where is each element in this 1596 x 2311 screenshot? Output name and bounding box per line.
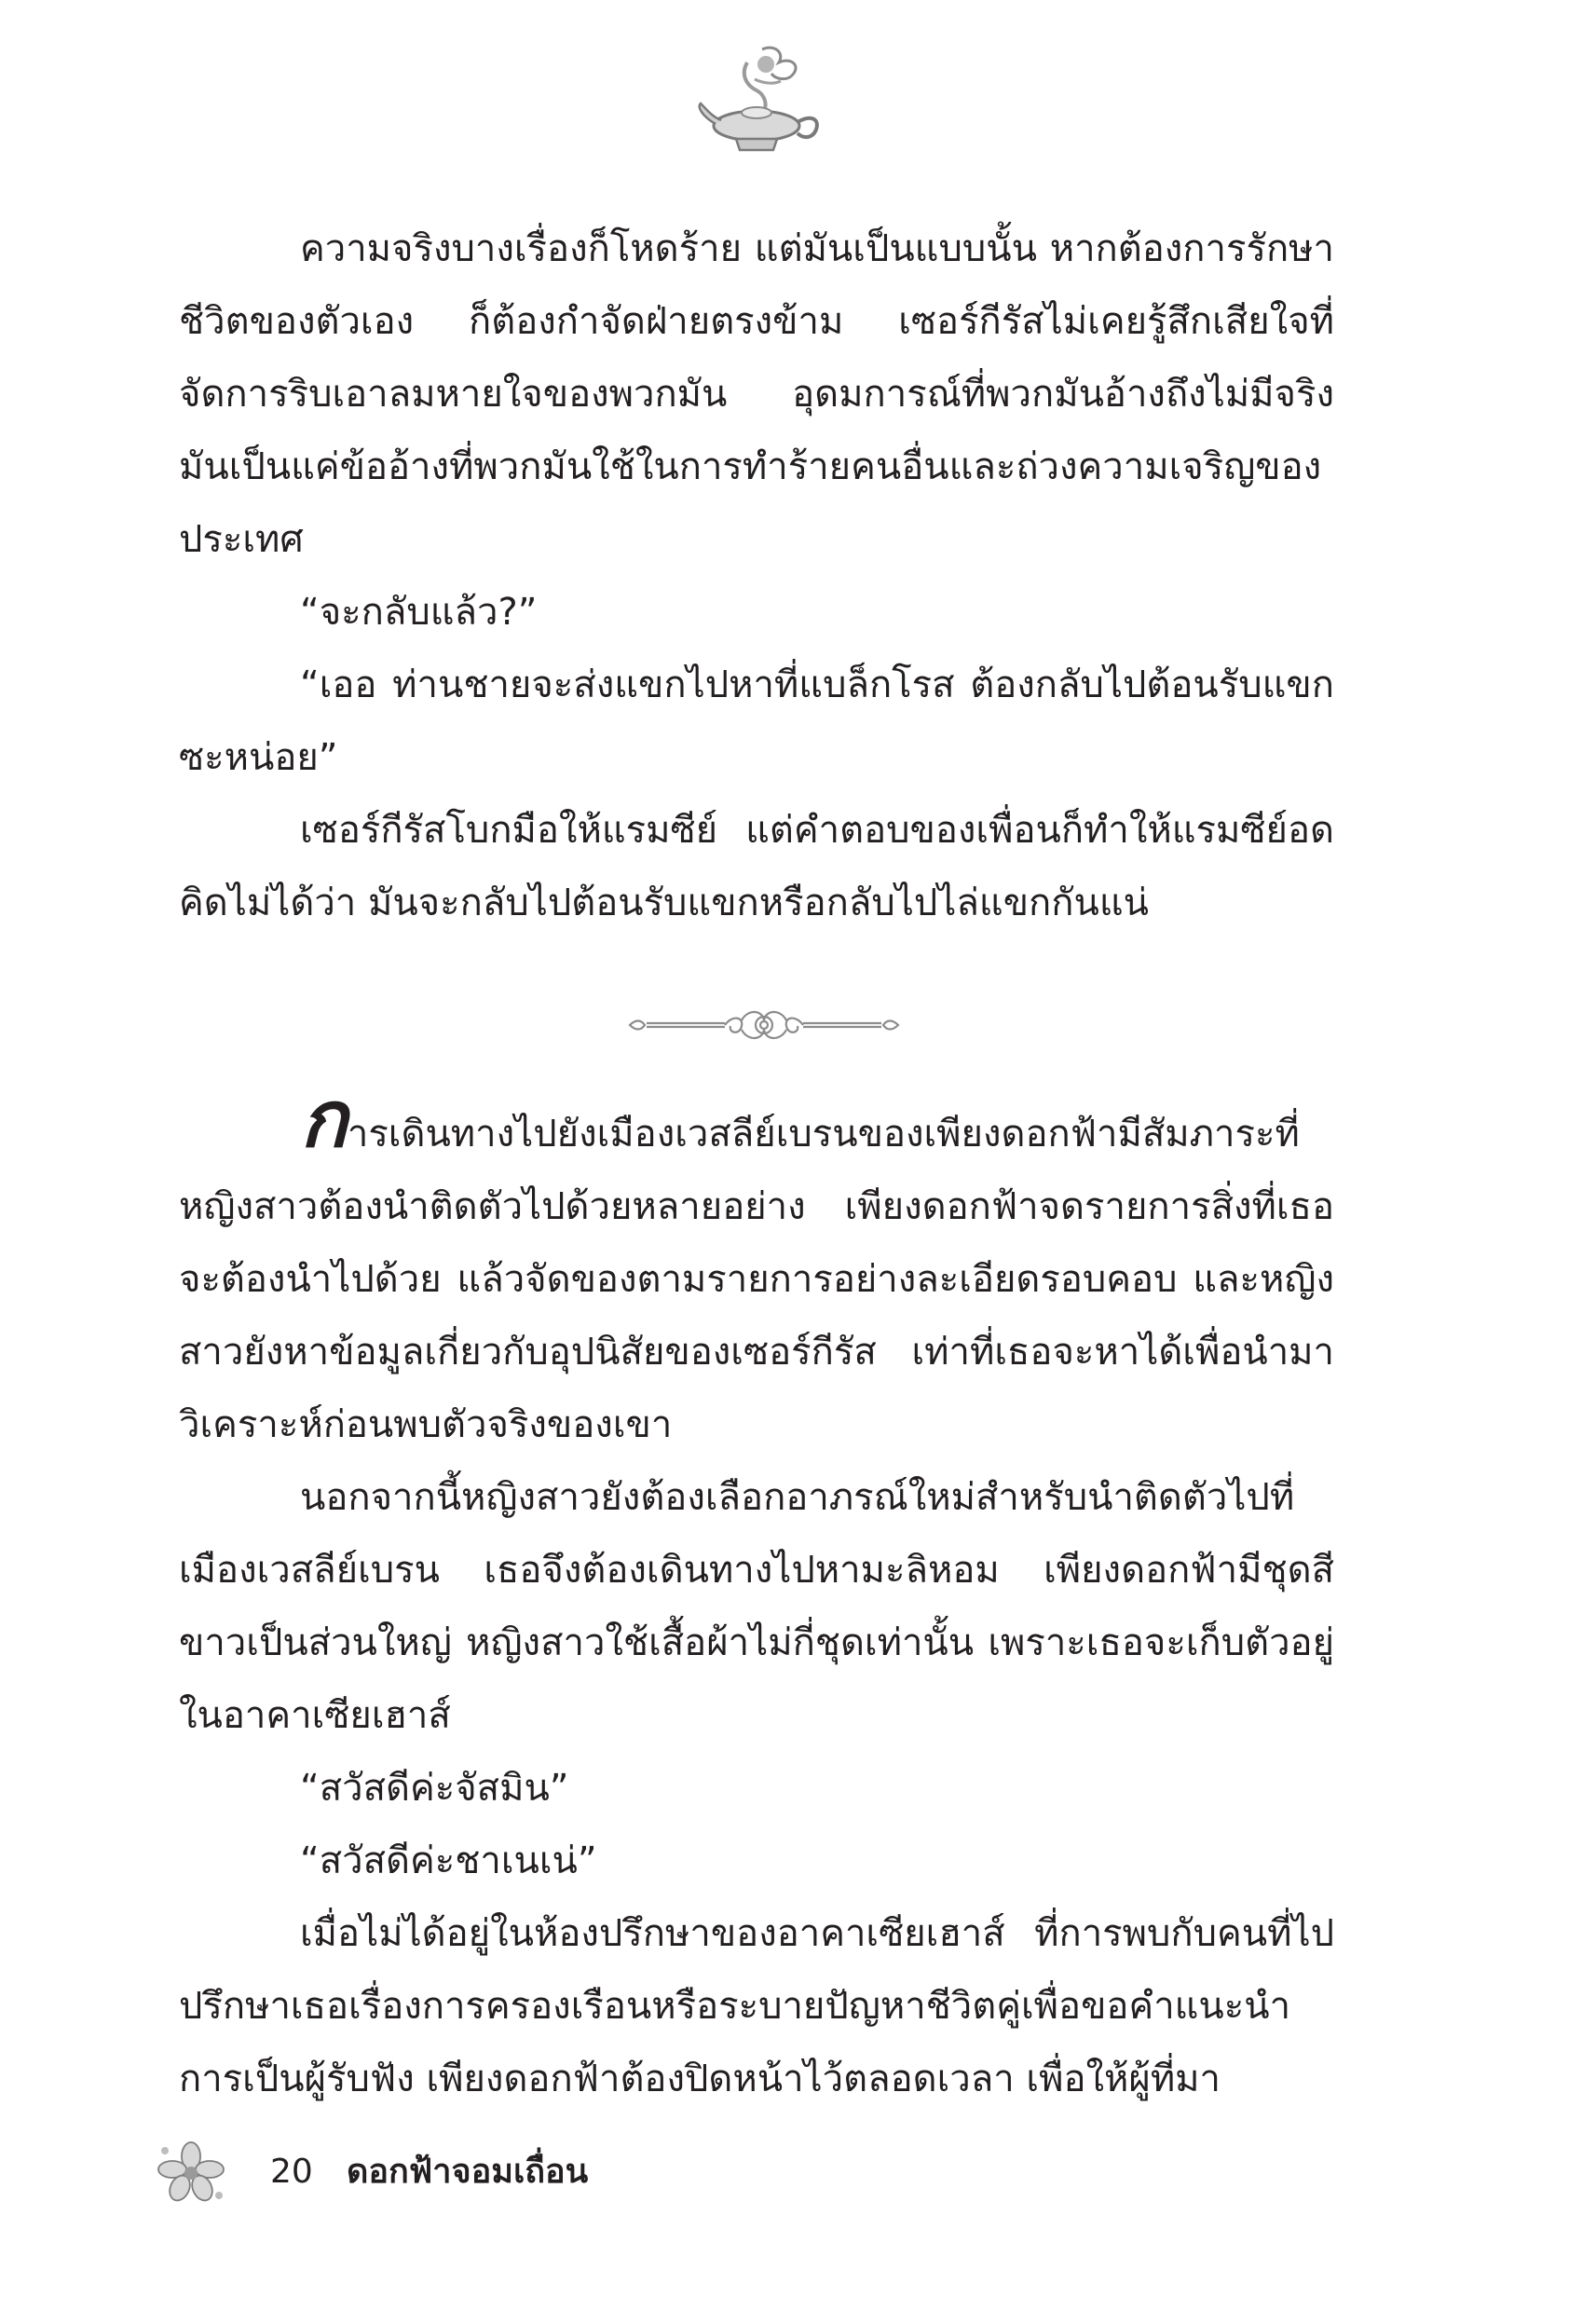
dialogue-line: “สวัสดีค่ะจัสมิน” [300, 1767, 569, 1810]
paragraph-with-drop-cap [179, 1073, 1334, 1461]
dialogue-line: “จะกลับแล้ว?” [300, 591, 538, 634]
genie-lamp-icon [689, 42, 829, 163]
page-footer [154, 2140, 806, 2205]
paragraph-text: ารเดินทางไปยังเมืองเวสลีย์เบรนของเพียงดอกฟ้ามีสัมภาระที่หญิงสาวต้องนำติดตัวไปด้วยหลายอย่าง เพียงดอกฟ้าจดรายการสิ่งที่เธอจะต้องนำไปด้วย แล้วจัดของตามรายการอย่างละเอียดรอบคอบ และหญิงสาวยังหาข้อมูลเกี่ยวกับอุปนิสัยของเซอร์กีรัส เท่าที่เธอจะหาได้เพื่อนำมาวิเคราะห์ก่อนพบตัวจริงของเขา [179, 1113, 1334, 1446]
book-title: ดอกฟ้าจอมเถื่อน [347, 2153, 589, 2191]
paragraph: เซอร์กีรัสโบกมือให้แรมซีย์ แต่คำตอบของเพื่อนก็ทำให้แรมซีย์อดคิดไม่ได้ว่า มันจะกลับไปต้อนรับแขกหรือกลับไปไล่แขกกันแน่ [179, 809, 1334, 924]
section-1 [179, 212, 1334, 939]
dialogue-line: “เออ ท่านชายจะส่งแขกไปหาที่แบล็กโรส ต้องกลับไปต้อนรับแขกซะหน่อย” [179, 663, 1334, 779]
drop-cap: ก [300, 1073, 348, 1165]
paragraph: นอกจากนี้หญิงสาวยังต้องเลือกอาภรณ์ใหม่สำหรับนำติดตัวไปที่เมืองเวสลีย์เบรน เธอจึงต้องเดินทางไปหามะลิหอม เพียงดอกฟ้ามีชุดสีขาวเป็นส่วนใหญ่ หญิงสาวใช้เสื้อผ้าไม่กี่ชุดเท่านั้น เพราะเธอจะเก็บตัวอยู่ในอาคาเซียเฮาส์ [179, 1476, 1334, 1737]
page-number: 20 [270, 2153, 313, 2191]
ornamental-scroll-divider [624, 992, 904, 1058]
paragraph: ความจริงบางเรื่องก็โหดร้าย แต่มันเป็นแบบนั้น หากต้องการรักษาชีวิตของตัวเอง ก็ต้องกำจัดฝ่ายตรงข้าม เซอร์กีรัสไม่เคยรู้สึกเสียใจที่จัดการริบเอาลมหายใจของพวกมัน อุดมการณ์ที่พวกมันอ้างถึงไม่มีจริง มันเป็นแค่ข้ออ้างที่พวกมันใช้ในการทำร้ายคนอื่นและถ่วงความเจริญของประเทศ [179, 227, 1334, 561]
paragraph: เมื่อไม่ได้อยู่ในห้องปรึกษาของอาคาเซียเฮาส์ ที่การพบกับคนที่ไปปรึกษาเธอเรื่องการครองเรือนหรือระบายปัญหาชีวิตคู่เพื่อขอคำแนะนำการเป็นผู้รับฟัง เพียงดอกฟ้าต้องปิดหน้าไว้ตลอดเวลา เพื่อให้ผู้ที่มา [179, 1912, 1334, 2100]
section-2 [179, 1073, 1334, 2115]
dialogue-line: “สวัสดีค่ะชาเนเน่” [300, 1839, 597, 1882]
flower-icon [154, 2140, 228, 2205]
